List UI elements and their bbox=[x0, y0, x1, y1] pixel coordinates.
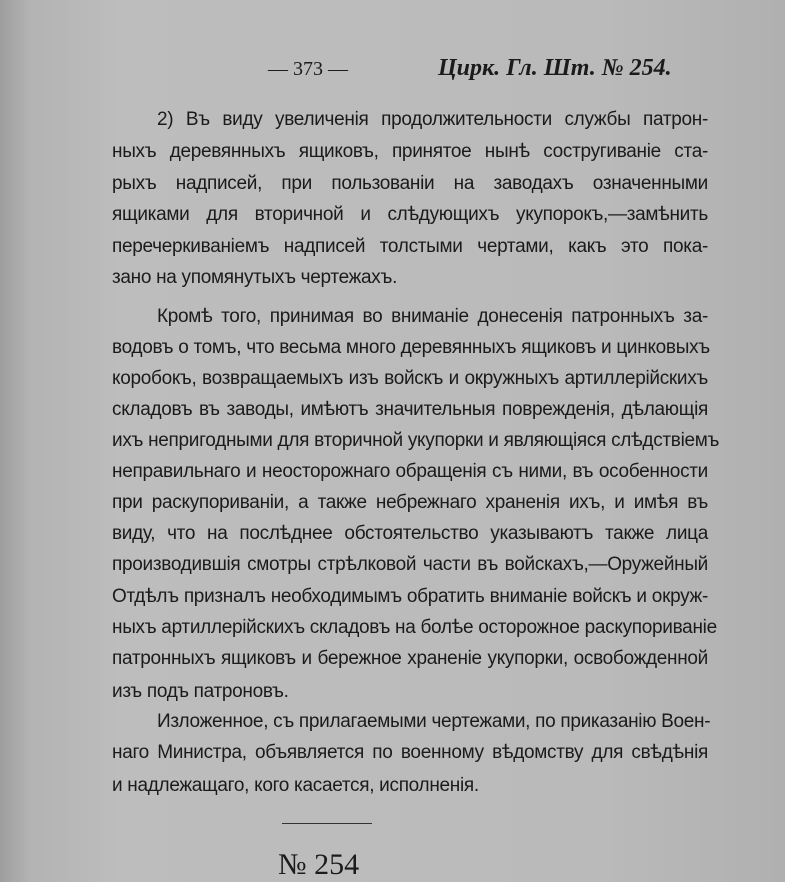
text-line: виду, что на послѣднее обстоятельство указываютъ также лица bbox=[112, 523, 708, 544]
text-line: ящиками для вторичной и слѣдующихъ укупорокъ,—замѣнить bbox=[112, 204, 708, 225]
text-line: перечеркиваніемъ надписей толстыми чертами, какъ это пока- bbox=[112, 236, 708, 257]
text-line: ныхъ артиллерійскихъ складовъ на болѣе осторожное раскупориваніе bbox=[112, 617, 717, 638]
text-line: ныхъ деревянныхъ ящиковъ, принятое нынѣ состругиваніе ста- bbox=[112, 141, 708, 162]
text-line: Изложенное, съ прилагаемыми чертежами, по приказанію Воен- bbox=[157, 711, 711, 732]
section-divider bbox=[282, 823, 372, 824]
text-line: и надлежащаго, кого касается, исполненія. bbox=[112, 775, 479, 796]
text-line: рыхъ надписей, при пользованіи на заводахъ означенными bbox=[112, 173, 708, 194]
text-line: Отдѣлъ призналъ необходимымъ обратить вниманіе войскъ и окруж- bbox=[112, 586, 708, 607]
text-line: наго Министра, объявляется по военному вѣдомству для свѣдѣнія bbox=[112, 742, 708, 763]
circular-title: Цирк. Гл. Шт. № 254. bbox=[438, 55, 672, 81]
next-circular-number: № 254 bbox=[278, 848, 360, 881]
text-line: при раскупориваніи, а также небрежнаго храненія ихъ, и имѣя въ bbox=[112, 492, 708, 513]
text-line: неправильнаго и неосторожнаго обращенія съ ними, въ особенности bbox=[112, 461, 708, 482]
text-line: зано на упомянутыхъ чертежахъ. bbox=[112, 267, 398, 288]
text-line: Кромѣ того, принимая во вниманіе донесенія патронныхъ за- bbox=[157, 306, 708, 327]
text-line: складовъ въ заводы, имѣютъ значительныя поврежденія, дѣлающія bbox=[112, 399, 708, 420]
text-line: коробокъ, возвращаемыхъ изъ войскъ и окружныхъ артиллерійскихъ bbox=[112, 368, 708, 389]
text-line: 2) Въ виду увеличенія продолжительности службы патрон- bbox=[157, 109, 708, 130]
text-line: изъ подъ патроновъ. bbox=[112, 681, 289, 702]
page-number: — 373 — bbox=[268, 58, 348, 80]
text-line: ихъ непригодными для вторичной укупорки и являющіяся слѣдствіемъ bbox=[112, 430, 720, 451]
text-line: патронныхъ ящиковъ и бережное храненіе укупорки, освобожденной bbox=[112, 648, 708, 669]
text-line: водовъ о томъ, что весьма много деревянныхъ ящиковъ и цинковыхъ bbox=[112, 337, 710, 358]
text-line: производившія смотры стрѣлковой части въ войскахъ,—Оружейный bbox=[112, 554, 708, 575]
